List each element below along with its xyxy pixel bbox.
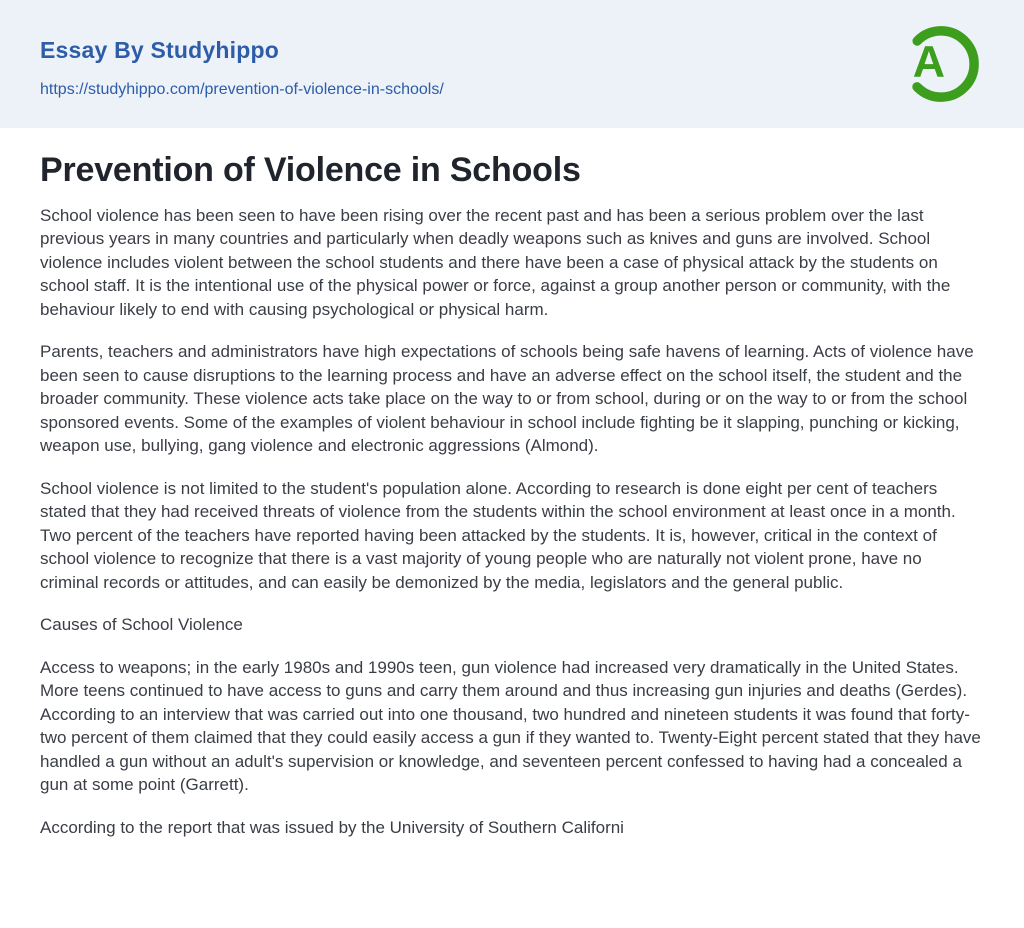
studyhippo-logo-icon bbox=[898, 21, 984, 107]
article-body bbox=[40, 204, 984, 840]
header-text-block bbox=[40, 36, 444, 99]
page-header bbox=[0, 0, 1024, 128]
paragraph: Access to weapons; in the early 1980s and 1990s teen, gun violence had increased very dramatically in the United States. More teens continued to have access to guns and carry them around and thus increasing gun injuries and deaths (Gerdes). According to an interview that was carried out into one thousand, two hundred and nineteen students it was found that forty-two percent of them claimed that they could easily access a gun if they wanted to. Twenty-Eight percent stated that they have handled a gun without an adult's supervision or knowledge, and seventeen percent confessed to having had a concealed a gun at some point (Garrett). bbox=[40, 657, 981, 795]
paragraph: School violence has been seen to have been rising over the recent past and has been a serious problem over the last previous years in many countries and particularly when deadly weapons such as knives and guns are involved. School violence includes violent between the school students and there have been a case of physical attack by the students on school staff. It is the intentional use of the physical power or force, against a group another person or community, with the behaviour likely to end with causing psychological or physical harm. bbox=[40, 205, 951, 319]
logo-letter: A bbox=[912, 37, 946, 87]
paragraph: Parents, teachers and administrators have high expectations of schools being safe havens of learning. Acts of violence have been seen to cause disruptions to the learning process and have an adverse effect on the school itself, the student and the broader community. These violence acts take place on the way to or from school, during or on the way to or from the school sponsored events. Some of the examples of violent behaviour in school include fighting be it slapping, punching or kicking, weapon use, bullying, gang violence and electronic aggressions (Almond). bbox=[40, 342, 974, 456]
site-title: Essay By Studyhippo bbox=[40, 36, 279, 63]
paragraph: School violence is not limited to the student's population alone. According to research is done eight per cent of teachers stated that they had received threats of violence from the students within the school environment at least once in a month. Two percent of the teachers have reported having been attacked by the students. It is, however, critical in the context of school violence to recognize that there is a vast majority of young people who are naturally not violent prone, have no criminal records or attitudes, and can easily be demonized by the media, legislators and the general public. bbox=[40, 478, 956, 592]
paragraph-section-heading: Causes of School Violence bbox=[40, 615, 243, 635]
page-title: Prevention of Violence in Schools bbox=[40, 151, 581, 189]
article-content bbox=[0, 128, 1024, 879]
paragraph: According to the report that was issued by the University of Southern Californi bbox=[40, 817, 624, 837]
page-url-link[interactable]: https://studyhippo.com/prevention-of-violence-in-schools/ bbox=[40, 80, 444, 98]
